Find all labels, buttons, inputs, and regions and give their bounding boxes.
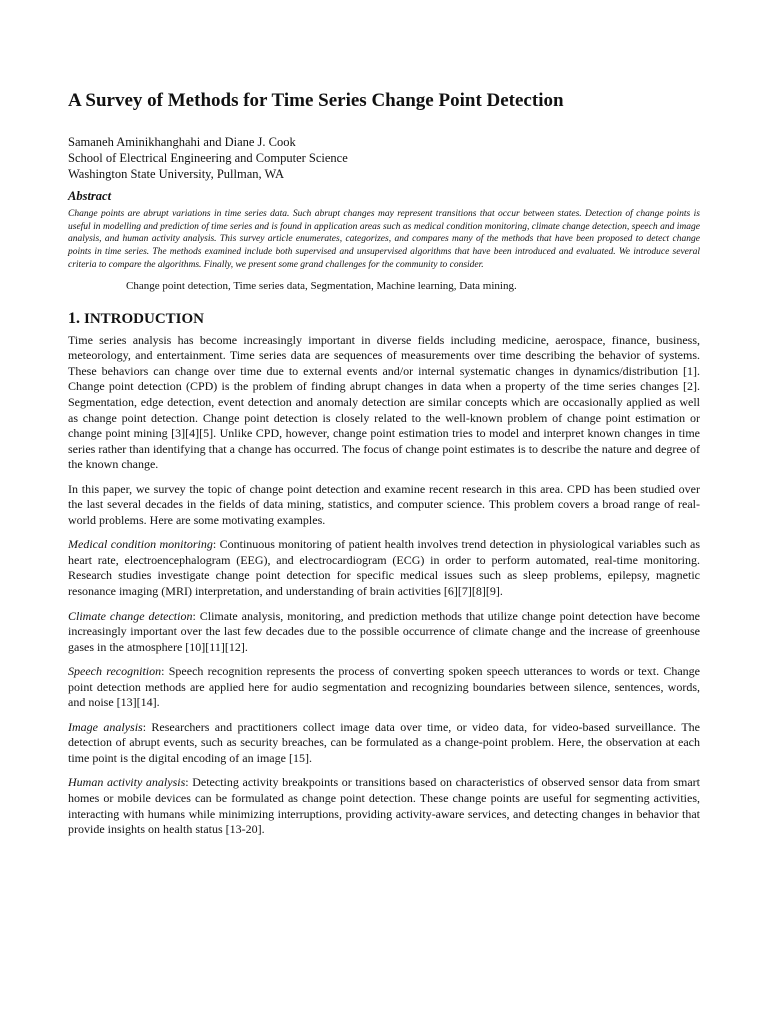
abstract-text: Change points are abrupt variations in time series data. Such abrupt changes may represent transitions that occur between states. Detection of change points is useful in modelling and prediction of time series and is found in application areas such as medical condition monitoring, climate change detection, speech and image analysis, and human activity analysis. This survey article enumerates, categorizes, and compares many of the methods that have been proposed to detect change points in time series. The methods examined include both supervised and unsupervised algorithms that have been introduced and evaluated. We introduce several criteria to compare the algorithms. Finally, we present some grand challenges for the community to consider. bbox=[68, 208, 700, 270]
section-title: INTRODUCTION bbox=[84, 310, 205, 327]
section-number: 1. bbox=[68, 309, 80, 327]
author-names: Samaneh Aminikhanghahi and Diane J. Cook bbox=[68, 134, 296, 149]
paragraph-lead: Speech recognition bbox=[68, 664, 162, 679]
author-affiliation-university: Washington State University, Pullman, WA bbox=[68, 166, 284, 181]
paragraph-text: In this paper, we survey the topic of change point detection and examine recent research in this area. CPD has been studied over the last several decades in the fields of data mining, statistics, and computer science. This problem covers a broad range of real-world problems. Here are some motivating examples. bbox=[68, 481, 700, 527]
body-paragraph bbox=[68, 609, 700, 656]
author-affiliation-school: School of Electrical Engineering and Computer Science bbox=[68, 150, 348, 165]
paragraph-text: : Researchers and practitioners collect image data over time, or video data, for video-based surveillance. The detection of abrupt events, such as security breaches, can be formulated as a change-point problem. Here, the observation at each time point is the digital encoding of an image [15]. bbox=[68, 719, 700, 765]
paragraph-text: : Continuous monitoring of patient health involves trend detection in physiological variables such as heart rate, electroencephalogram (EEG), and electrocardiogram (ECG) in order to perform automated, real-time monitoring. Research studies investigate change point detection for specific medical issues such as sleep problems, epilepsy, magnetic resonance imaging (MRI) interpretation, and understanding of brain activities [6][7][8][9]. bbox=[68, 537, 700, 598]
paper-page bbox=[68, 90, 700, 847]
body-paragraph bbox=[68, 482, 700, 529]
paper-title: A Survey of Methods for Time Series Change Point Detection bbox=[68, 90, 564, 111]
body-paragraph bbox=[68, 537, 700, 599]
paragraph-text: : Speech recognition represents the process of converting spoken speech utterances to words or text. Change point detection methods are applied here for audio segmentation and recognizing boundaries between silence, sentences, words, and noise [13][14]. bbox=[68, 664, 701, 710]
keywords: Change point detection, Time series data, Segmentation, Machine learning, Data mining. bbox=[126, 279, 517, 292]
author-block bbox=[68, 134, 700, 182]
paragraph-lead: Human activity analysis bbox=[68, 775, 186, 790]
section-heading bbox=[68, 310, 700, 328]
body-paragraph bbox=[68, 333, 700, 473]
paragraph-text: Time series analysis has become increasingly important in diverse fields including medicine, aerospace, finance, business, meteorology, and entertainment. Time series data are sequences of measurements over time describing the behavior of systems. These behaviors can change over time due to external events and/or internal systematic changes in dynamics/distribution [1]. Change point detection (CPD) is the problem of finding abrupt changes in data when a property of the time series changes [2]. Segmentation, edge detection, event detection and anomaly detection are similar concepts which are occasionally applied as well as change point detection. Change point detection is closely related to the well-known problem of change point estimation or change point mining [3][4][5]. Unlike CPD, however, change point estimation tries to model and interpret known changes in time series rather than identifying that a change has occurred. The focus of change point estimates is to describe the nature and degree of the known change. bbox=[68, 332, 700, 472]
paragraph-text: : Climate analysis, monitoring, and prediction methods that utilize change point detection have become increasingly important over the last few decades due to the possible occurrence of climate change and the increase of greenhouse gases in the atmosphere [10][11][12]. bbox=[68, 608, 700, 654]
body-paragraph bbox=[68, 664, 700, 711]
paragraph-lead: Medical condition monitoring bbox=[68, 537, 213, 552]
paragraph-text: : Detecting activity breakpoints or transitions based on characteristics of observed sensor data from smart homes or mobile devices can be formulated as change point detection. These change points are useful for segmenting activities, interacting with humans while minimizing interruptions, providing activity-aware services, and detecting changes in behavior that provide insights on health status [13-20]. bbox=[68, 775, 700, 837]
body-paragraph bbox=[68, 775, 700, 837]
paragraph-lead: Climate change detection bbox=[68, 608, 193, 623]
paragraph-lead: Image analysis bbox=[68, 719, 143, 734]
body-paragraph bbox=[68, 720, 700, 767]
abstract-heading: Abstract bbox=[68, 188, 112, 203]
